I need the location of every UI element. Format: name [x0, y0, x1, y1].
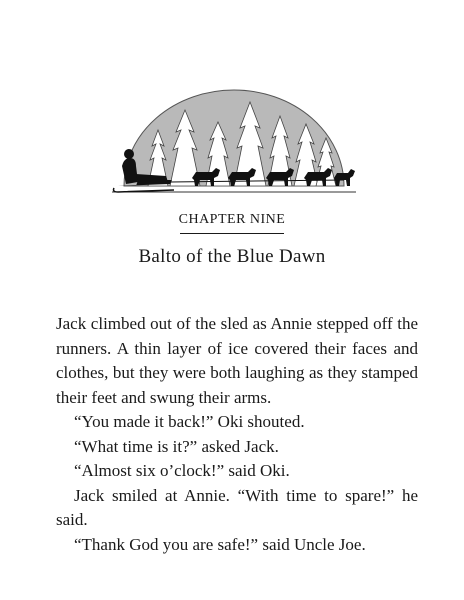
chapter-label: CHAPTER NINE: [178, 212, 286, 227]
paragraph: “Thank God you are safe!” said Uncle Joe.: [74, 534, 366, 554]
paragraph: “You made it back!” Oki shouted.: [74, 412, 305, 431]
paragraph: “What time is it?” asked Jack.: [74, 436, 279, 456]
paragraph: Jack climbed out of the sled as Annie stepped off the runners. A thin layer of ice covered their faces and clothes, but they were both laughing as they stamped their feet and swung their arms.: [56, 314, 418, 407]
chapter-divider: [180, 233, 284, 234]
dog-sled-forest-illustration: [108, 86, 360, 198]
chapter-title: Balto of the Blue Dawn: [138, 246, 326, 267]
paragraph: “Almost six o’clock!” said Oki.: [74, 461, 290, 480]
chapter-body: [56, 312, 418, 557]
paragraph: Jack smiled at Annie. “With time to spare!” he said.: [56, 485, 418, 529]
